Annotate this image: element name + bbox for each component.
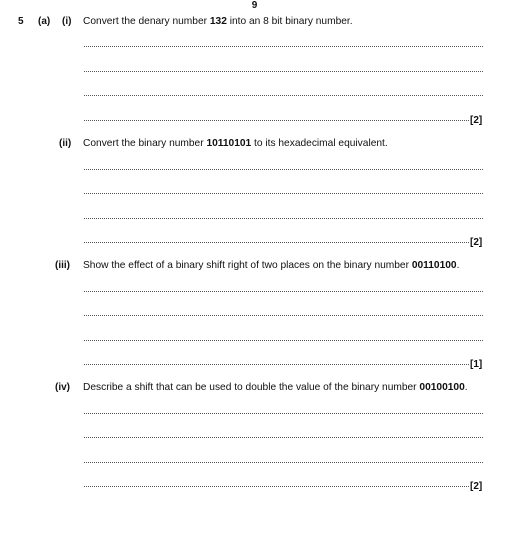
answer-line[interactable] — [84, 413, 483, 414]
question-text-ii-before: Convert the binary number — [83, 138, 207, 149]
question-text-i-before: Convert the denary number — [83, 16, 210, 27]
question-text-iii-before: Show the effect of a binary shift right of two places on the binary number — [83, 260, 412, 271]
subpart-label-iv: (iv) — [55, 382, 70, 393]
marks-label-i: [2] — [470, 115, 483, 126]
answer-line[interactable] — [84, 462, 483, 463]
subpart-label-i: (i) — [62, 16, 72, 27]
answer-line[interactable] — [84, 486, 469, 487]
answer-line[interactable] — [84, 315, 483, 316]
marks-label-iv: [2] — [470, 481, 483, 492]
question-text-ii — [83, 138, 388, 149]
binary-number-value: 10110101 — [206, 138, 252, 149]
question-text-iii-after: . — [456, 260, 460, 271]
answer-line[interactable] — [84, 193, 483, 194]
part-label: (a) — [38, 16, 51, 27]
answer-line[interactable] — [84, 437, 483, 438]
page-number: 9 — [251, 0, 258, 11]
question-text-iv-before: Describe a shift that can be used to double the value of the binary number — [83, 382, 420, 393]
binary-number-value: 00110100 — [411, 260, 457, 271]
marks-label-iii: [1] — [470, 359, 483, 370]
answer-line[interactable] — [84, 340, 483, 341]
subpart-label-ii: (ii) — [59, 138, 72, 149]
binary-number-value: 00100100 — [419, 382, 465, 393]
denary-number-value: 132 — [209, 16, 227, 27]
question-text-iii — [83, 260, 459, 271]
question-text-iv — [83, 382, 468, 393]
question-text-ii-after: to its hexadecimal equivalent. — [251, 138, 388, 149]
answer-line[interactable] — [84, 242, 469, 243]
subpart-label-iii: (iii) — [55, 260, 70, 271]
answer-line[interactable] — [84, 169, 483, 170]
question-text-i — [83, 16, 353, 27]
question-number: 5 — [18, 16, 24, 27]
answer-line[interactable] — [84, 95, 483, 96]
answer-line[interactable] — [84, 291, 483, 292]
answer-line[interactable] — [84, 364, 469, 365]
question-text-i-after: into an 8 bit binary number. — [226, 16, 353, 27]
answer-line[interactable] — [84, 46, 483, 47]
question-text-iv-after: . — [464, 382, 468, 393]
answer-line[interactable] — [84, 218, 483, 219]
answer-line[interactable] — [84, 71, 483, 72]
answer-line[interactable] — [84, 120, 469, 121]
marks-label-ii: [2] — [470, 237, 483, 248]
